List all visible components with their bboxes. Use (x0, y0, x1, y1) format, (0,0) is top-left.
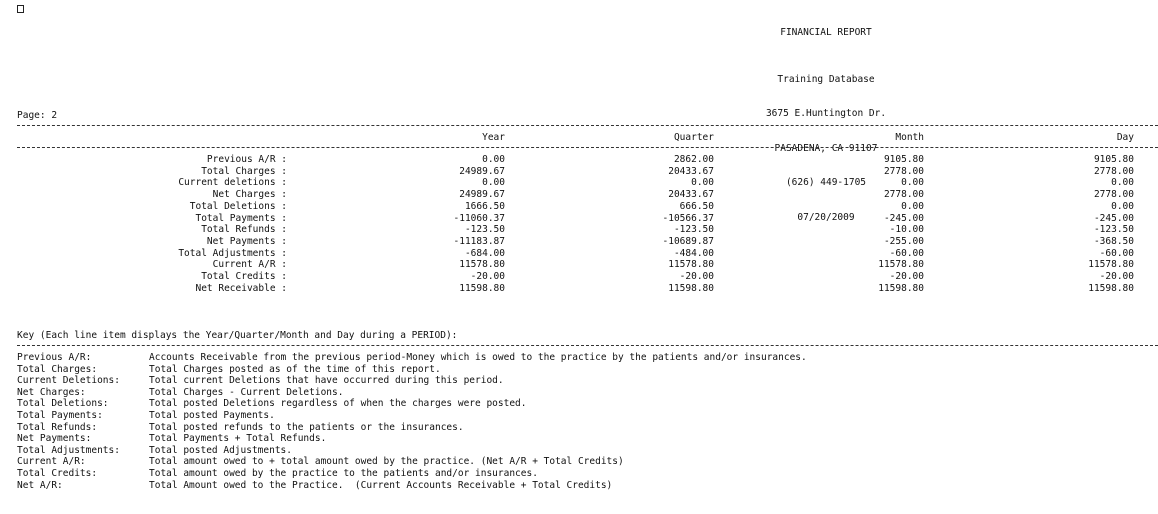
table-cell: 2778.00 (883, 165, 924, 177)
divider (17, 147, 1158, 148)
table-cell: -20.00 (470, 271, 505, 282)
header-line-address: 3675 E.Huntington Dr. (765, 108, 887, 119)
table-cell: -10.00 (889, 224, 924, 236)
report-title: FINANCIAL REPORT (780, 27, 872, 38)
key-term: Net Charges: (17, 386, 86, 398)
table-cell: 2778.00 (1093, 189, 1134, 201)
row-label: Total Deletions : (189, 200, 287, 212)
key-definition: Total posted Payments. (149, 410, 275, 421)
key-definition: Total posted Deletions regardless of when the charges were posted. (149, 398, 527, 410)
row-label: Total Adjustments : (178, 247, 287, 259)
key-term: Total Credits: (17, 468, 98, 479)
table-cell: 2862.00 (673, 154, 714, 165)
column-header-month: Month (895, 132, 924, 143)
table-cell: 11578.80 (668, 259, 714, 271)
key-definition: Total Payments + Total Refunds. (149, 433, 327, 445)
key-term: Total Payments: (17, 410, 103, 421)
table-cell: -11183.87 (453, 235, 505, 247)
table-cell: 2778.00 (1093, 165, 1134, 177)
column-header-year: Year (482, 132, 505, 143)
key-definition: Total Amount owed to the Practice. (Current Accounts Receivable + Total Credits) (149, 479, 613, 491)
key-definition: Total amount owed by the practice to the patients and/or insurances. (149, 468, 538, 479)
header-line-city: PASADENA, CA 91107 (774, 142, 878, 154)
key-definition: Total posted Adjustments. (149, 444, 292, 456)
row-label: Current A/R : (212, 259, 287, 271)
table-cell: 0.00 (901, 200, 924, 212)
row-label: Total Payments : (195, 212, 287, 224)
select-checkbox[interactable] (17, 5, 24, 13)
divider (17, 345, 1158, 346)
key-definition: Total current Deletions that have occurred during this period. (149, 375, 504, 387)
table-cell: -368.50 (1093, 235, 1134, 247)
table-cell: 24989.67 (459, 165, 505, 177)
key-term: Net Payments: (17, 433, 92, 445)
table-cell: -123.50 (673, 224, 714, 236)
table-cell: 0.00 (1111, 200, 1134, 212)
row-label: Current deletions : (178, 177, 287, 189)
table-cell: 11578.80 (459, 259, 505, 271)
header-line-database: Training Database (777, 73, 875, 85)
key-term: Total Charges: (17, 363, 98, 375)
table-cell: 11578.80 (878, 259, 924, 271)
table-cell: -20.00 (1099, 271, 1134, 282)
table-cell: -255.00 (883, 235, 924, 247)
table-cell: -10689.87 (662, 235, 714, 247)
table-cell: 0.00 (482, 154, 505, 165)
table-cell: 11578.80 (1088, 259, 1134, 271)
row-label: Previous A/R : (206, 154, 287, 165)
row-label: Total Charges : (201, 165, 287, 177)
row-label: Net Payments : (206, 235, 287, 247)
table-cell: -20.00 (679, 271, 714, 282)
table-cell: -10566.37 (662, 212, 714, 224)
table-cell: 11598.80 (668, 282, 714, 294)
table-cell: 0.00 (482, 177, 505, 189)
key-term: Total Adjustments: (17, 444, 120, 456)
key-term: Net A/R: (17, 479, 63, 491)
table-cell: 9105.80 (883, 154, 924, 165)
table-cell: -245.00 (1093, 212, 1134, 224)
key-term: Current A/R: (17, 456, 86, 468)
column-header-day: Day (1116, 132, 1134, 143)
table-cell: 0.00 (1111, 177, 1134, 189)
table-cell: -684.00 (464, 247, 505, 259)
table-cell: -245.00 (883, 212, 924, 224)
table-cell: 0.00 (901, 177, 924, 189)
row-label: Total Refunds : (201, 224, 287, 236)
table-cell: 9105.80 (1093, 154, 1134, 165)
row-label: Total Credits : (201, 271, 287, 282)
key-definition: Total posted refunds to the patients or the insurances. (149, 421, 464, 433)
table-cell: -60.00 (889, 247, 924, 259)
table-cell: 1666.50 (464, 200, 505, 212)
key-title: Key (Each line item displays the Year/Quarter/Month and Day during a PERIOD): (17, 330, 458, 341)
key-term: Total Deletions: (17, 398, 109, 410)
page-number: Page: 2 (17, 110, 58, 121)
row-label: Net Receivable : (195, 282, 287, 294)
table-cell: 666.50 (679, 200, 714, 212)
key-definition: Accounts Receivable from the previous period-Money which is owed to the practice by the patients and/or insurances. (149, 352, 807, 363)
divider (17, 125, 1158, 126)
key-term: Current Deletions: (17, 375, 120, 387)
table-cell: 20433.67 (668, 165, 714, 177)
header-line-phone: (626) 449-1705 (785, 177, 867, 188)
table-cell: 11598.80 (878, 282, 924, 294)
table-cell: 11598.80 (1088, 282, 1134, 294)
table-cell: 11598.80 (459, 282, 505, 294)
key-definition: Total amount owed to + total amount owed by the practice. (Net A/R + Total Credits) (149, 456, 624, 468)
key-term: Total Refunds: (17, 421, 98, 433)
row-label: Net Charges : (212, 189, 287, 201)
table-cell: 20433.67 (668, 189, 714, 201)
table-cell: -60.00 (1099, 247, 1134, 259)
table-cell: 24989.67 (459, 189, 505, 201)
header-line-date: 07/20/2009 (797, 211, 855, 223)
table-cell: -20.00 (889, 271, 924, 282)
key-term: Previous A/R: (17, 352, 92, 363)
key-definition: Total Charges - Current Deletions. (149, 386, 344, 398)
key-definition: Total Charges posted as of the time of this report. (149, 363, 441, 375)
table-cell: -11060.37 (453, 212, 505, 224)
column-header-quarter: Quarter (673, 132, 714, 143)
table-cell: 2778.00 (883, 189, 924, 201)
table-cell: -123.50 (1093, 224, 1134, 236)
table-cell: 0.00 (691, 177, 714, 189)
table-cell: -123.50 (464, 224, 505, 236)
table-cell: -484.00 (673, 247, 714, 259)
